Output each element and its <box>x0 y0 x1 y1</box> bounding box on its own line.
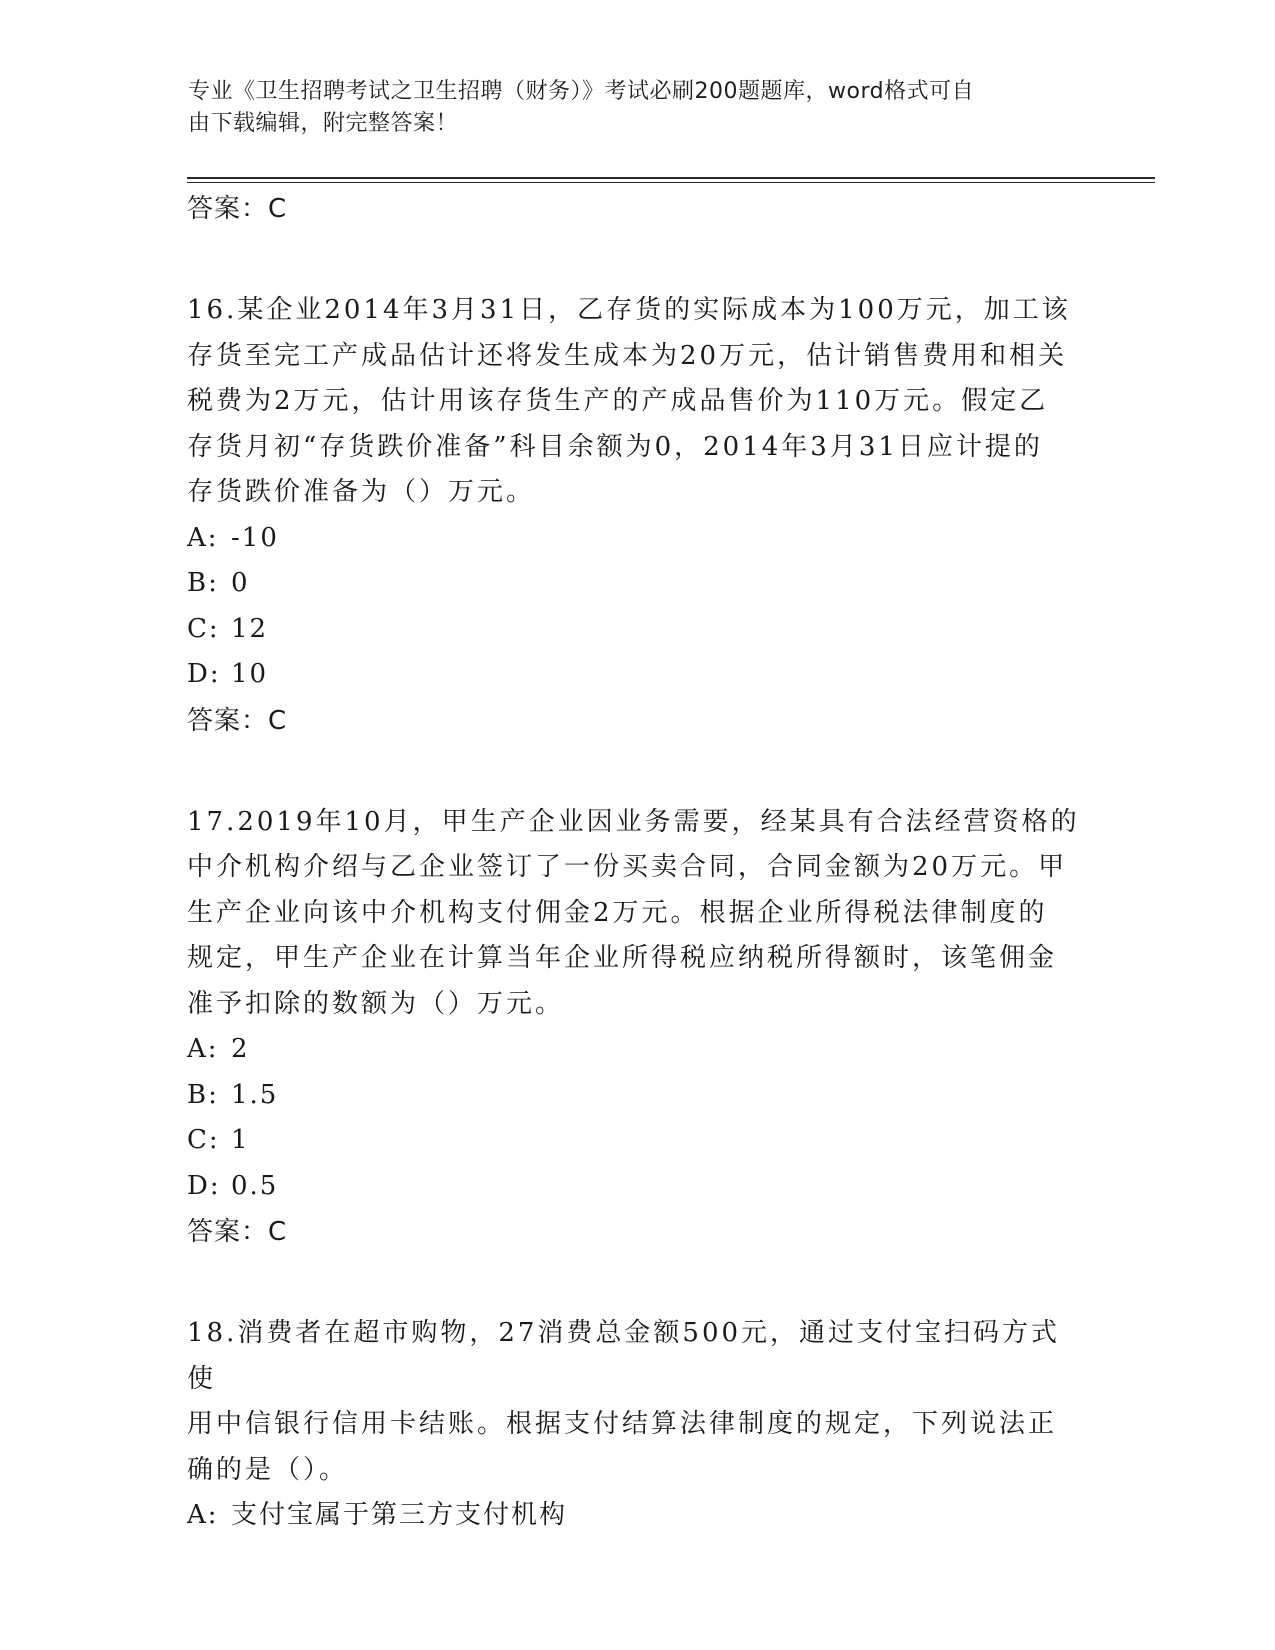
stem-line: 16.某企业2014年3月31日，乙存货的实际成本为100万元，加工该 <box>187 295 1071 325</box>
option-a <box>187 1027 1087 1073</box>
option-text: -10 <box>231 522 279 553</box>
option-key: B: <box>187 1079 219 1110</box>
stem-line: 税费为2万元，估计用该存货生产的产成品售价为110万元。假定乙 <box>187 386 1049 416</box>
stem-line: 规定，甲生产企业在计算当年企业所得税应纳税所得额时，该笔佣金 <box>187 943 1058 973</box>
option-b <box>187 1073 1087 1119</box>
page-header <box>188 76 1068 140</box>
option-text: 支付宝属于第三方支付机构 <box>231 1500 568 1530</box>
option-text: 1.5 <box>231 1079 279 1110</box>
option-key: C: <box>187 1125 220 1155</box>
question-stem <box>187 1311 1087 1493</box>
option-text: 0.5 <box>231 1170 279 1201</box>
header-rule-thin <box>187 182 1155 183</box>
option-key: A: <box>187 1500 219 1530</box>
option-b <box>187 561 1087 607</box>
option-text: 0 <box>231 568 250 598</box>
stem-line: 确的是（）。 <box>187 1454 349 1485</box>
answer-line: 答案：C <box>187 1217 288 1247</box>
option-key: D: <box>187 659 221 689</box>
stem-line: 中介机构介绍与乙企业签订了一份买卖合同，合同金额为20万元。甲 <box>187 852 1068 882</box>
option-text: 12 <box>231 613 269 644</box>
option-a <box>187 1493 1087 1539</box>
option-key: B: <box>187 568 219 598</box>
header-line-1: 专业《卫生招聘考试之卫生招聘（财务）》考试必刷200题题库，word格式可自 <box>188 79 975 104</box>
stem-line: 准予扣除的数额为（）万元。 <box>187 988 565 1019</box>
option-key: A: <box>187 1034 219 1064</box>
stem-line: 17.2019年10月，甲生产企业因业务需要，经某具有合法经营资格的 <box>187 806 1080 837</box>
option-d <box>187 1164 1087 1210</box>
question-stem <box>187 288 1087 516</box>
question-stem <box>187 800 1087 1028</box>
stem-line: 存货跌价准备为（）万元。 <box>187 477 536 507</box>
answer-line: 答案：C <box>187 194 288 224</box>
stem-line: 存货月初“存货跌价准备”科目余额为0，2014年3月31日应计提的 <box>187 431 1043 462</box>
option-text: 10 <box>231 659 269 689</box>
option-key: A: <box>187 522 219 553</box>
option-key: C: <box>187 613 220 644</box>
question-16 <box>187 288 1087 744</box>
option-c <box>187 607 1087 653</box>
option-c <box>187 1118 1087 1164</box>
question-17 <box>187 800 1087 1256</box>
question-18 <box>187 1311 1087 1539</box>
answer-line: 答案：C <box>187 705 288 736</box>
stem-line: 存货至完工产成品估计还将发生成本为20万元，估计销售费用和相关 <box>187 340 1068 371</box>
option-a <box>187 516 1087 562</box>
header-rule-thick <box>187 177 1155 179</box>
stem-line: 用中信银行信用卡结账。根据支付结算法律制度的规定，下列说法正 <box>187 1409 1058 1439</box>
option-text: 1 <box>231 1125 250 1155</box>
option-d <box>187 652 1087 698</box>
option-key: D: <box>187 1170 221 1201</box>
header-line-2: 由下载编辑，附完整答案！ <box>188 111 459 136</box>
option-text: 2 <box>231 1034 250 1064</box>
stem-line: 18.消费者在超市购物，27消费总金额500元，通过支付宝扫码方式使 <box>187 1318 1061 1394</box>
content <box>187 186 1087 1539</box>
stem-line: 生产企业向该中介机构支付佣金2万元。根据企业所得税法律制度的 <box>187 897 1048 928</box>
